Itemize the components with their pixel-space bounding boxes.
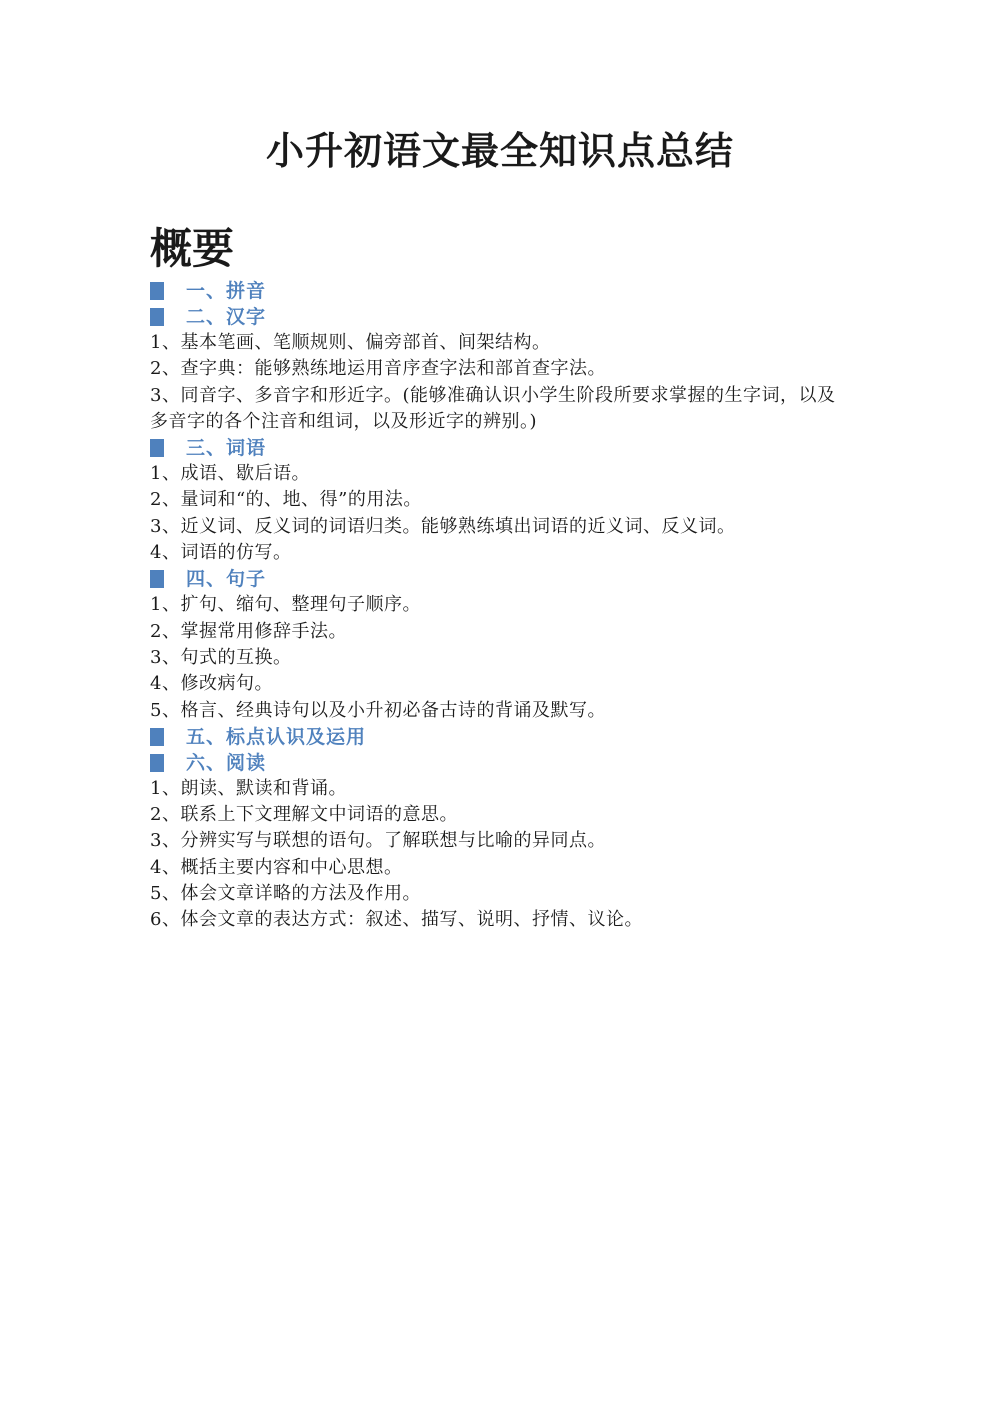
section-label: 六、阅读 xyxy=(186,751,267,774)
section-label: 四、句子 xyxy=(186,568,267,591)
section-label: 五、标点认识及运用 xyxy=(186,725,367,748)
section-label: 一、拼音 xyxy=(186,280,267,302)
list-item: 2、联系上下文理解文中词语的意思。 xyxy=(150,804,458,826)
section-heading xyxy=(150,724,870,750)
list-item: 5、格言、经典诗句以及小升初必备古诗的背诵及默写。 xyxy=(150,699,606,721)
outline-content xyxy=(150,278,870,934)
list-item: 1、扩句、缩句、整理句子顺序。 xyxy=(150,594,421,616)
section-label: 二、汉字 xyxy=(186,306,267,328)
section-marker-icon xyxy=(150,728,164,746)
section-marker-icon xyxy=(150,754,164,772)
section-marker-icon xyxy=(150,570,164,588)
list-item: 1、朗读、默读和背诵。 xyxy=(150,777,347,799)
list-item: 2、量词和“的、地、得”的用法。 xyxy=(150,489,422,511)
section-heading xyxy=(150,750,870,776)
section-heading xyxy=(150,278,870,304)
section-marker-icon xyxy=(150,308,164,326)
section-heading xyxy=(150,435,870,461)
list-item: 3、句式的互换。 xyxy=(150,646,292,668)
list-item: 3、近义词、反义词的词语归类。能够熟练填出词语的近义词、反义词。 xyxy=(150,515,736,537)
list-item: 2、查字典：能够熟练地运用音序查字法和部首查字法。 xyxy=(150,358,606,380)
section-label: 三、词语 xyxy=(186,437,267,460)
summary-heading: 概要 xyxy=(150,224,235,273)
list-item: 5、体会文章详略的方法及作用。 xyxy=(150,883,421,905)
document-title: 小升初语文最全知识点总结 xyxy=(265,129,734,173)
list-item: 4、修改病句。 xyxy=(150,673,273,695)
list-item: 4、概括主要内容和中心思想。 xyxy=(150,856,403,878)
section-heading xyxy=(150,304,870,330)
section-marker-icon xyxy=(150,282,164,300)
list-item: 3、分辨实写与联想的语句。了解联想与比喻的异同点。 xyxy=(150,830,606,852)
section-marker-icon xyxy=(150,439,164,457)
list-item: 6、体会文章的表达方式：叙述、描写、说明、抒情、议论。 xyxy=(150,909,643,931)
list-item: 3、同音字、多音字和形近字。(能够准确认识小学生阶段所要求掌握的生字词，以及多音字的各个注音和组词，以及形近字的辨别。) xyxy=(150,384,836,432)
list-item: 1、基本笔画、笔顺规则、偏旁部首、间架结构。 xyxy=(150,332,551,353)
list-item: 4、词语的仿写。 xyxy=(150,542,292,564)
list-item: 1、成语、歇后语。 xyxy=(150,463,310,485)
section-heading xyxy=(150,566,870,592)
list-item: 2、掌握常用修辞手法。 xyxy=(150,620,347,642)
